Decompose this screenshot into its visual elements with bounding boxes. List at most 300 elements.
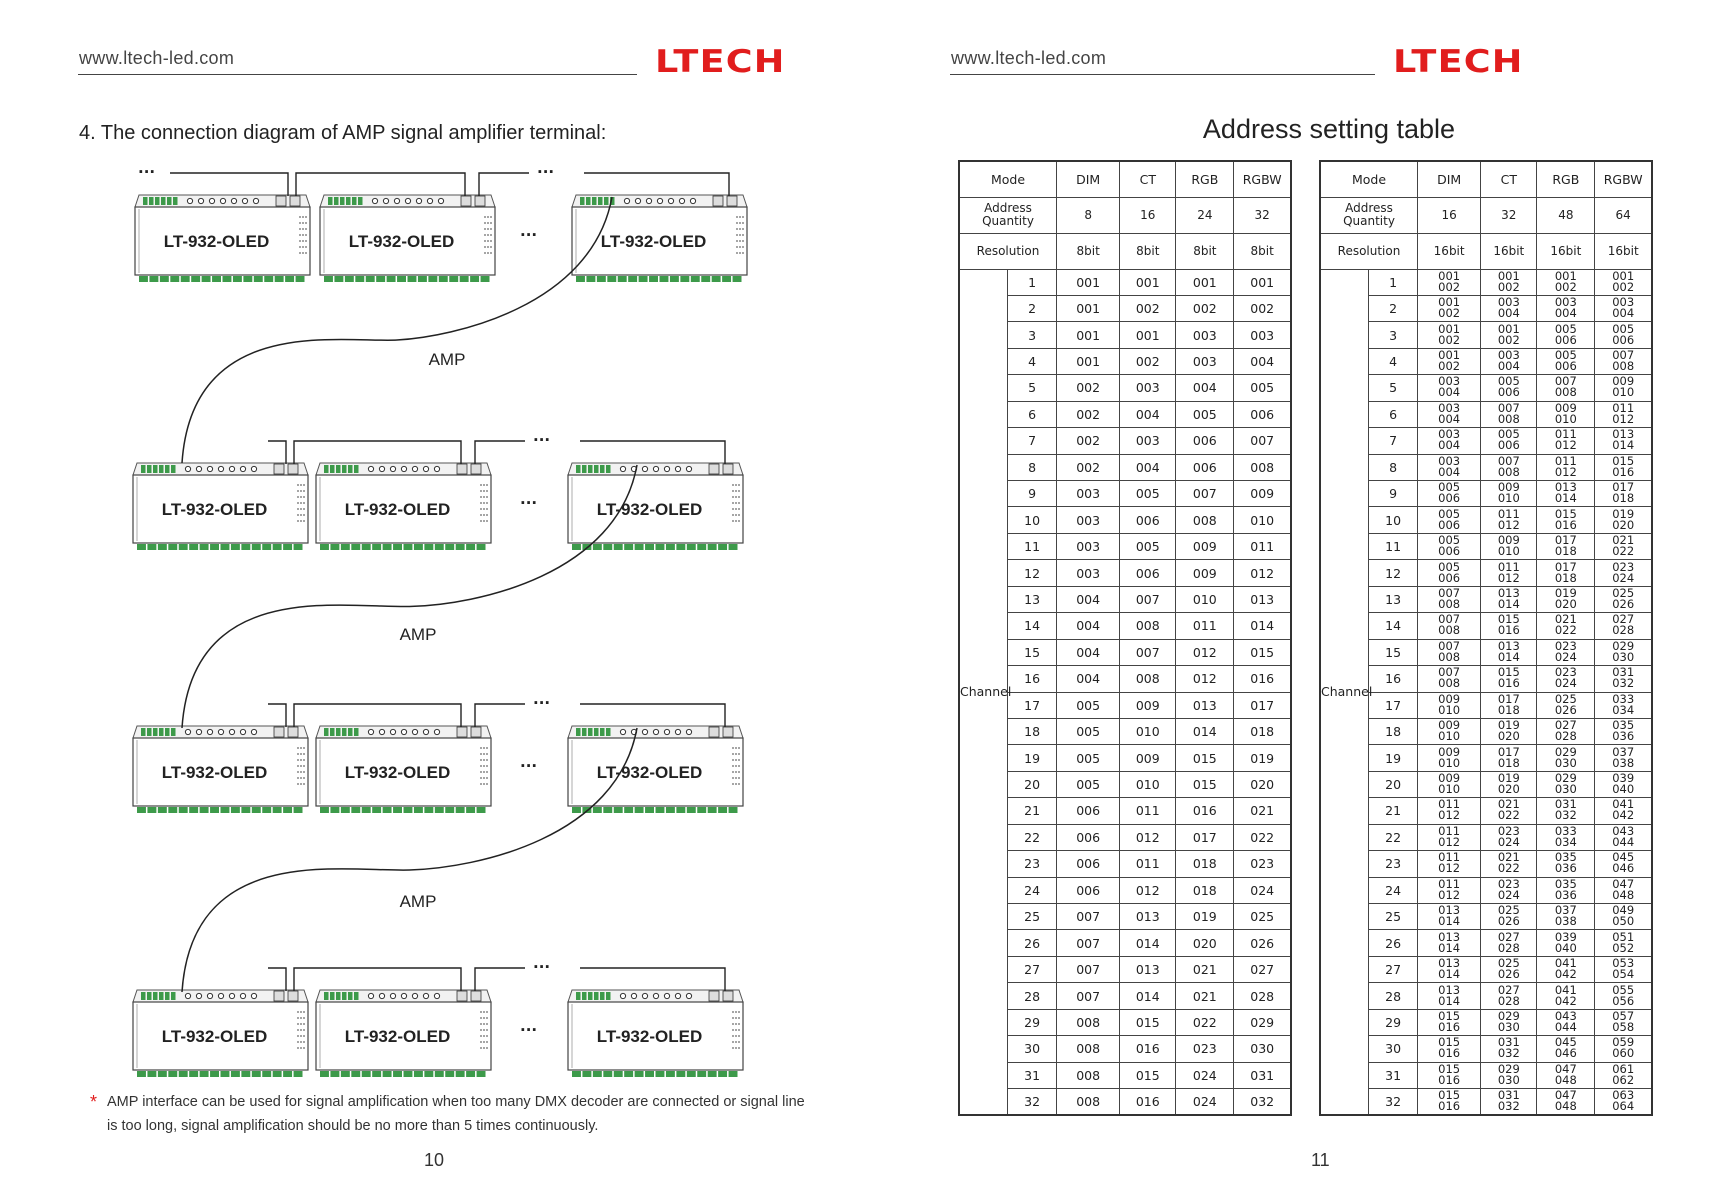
address-pair (1612, 876, 1635, 902)
address-cell: 003 (1234, 322, 1291, 348)
address-pair (1497, 400, 1520, 426)
address-value: 014 (1438, 940, 1461, 955)
address-cell (1418, 718, 1481, 744)
address-cell (1595, 904, 1652, 930)
address-value: 016 (1438, 1046, 1461, 1061)
address-value: 001 (1438, 268, 1461, 283)
address-pair (1438, 823, 1461, 849)
address-value: 006 (1554, 332, 1577, 347)
address-pair (1438, 585, 1461, 611)
mode-rgb: RGB (1537, 161, 1595, 197)
address-value: 015 (1438, 1008, 1461, 1023)
address-value: 051 (1612, 929, 1635, 944)
address-value: 007 (1438, 612, 1461, 627)
address-quantity-header (1320, 197, 1418, 233)
channel-number: 24 (1369, 877, 1418, 903)
address-cell: 006 (1120, 560, 1176, 586)
address-value: 026 (1497, 914, 1520, 929)
address-value: 011 (1438, 876, 1461, 891)
address-quantity-value: 32 (1234, 197, 1291, 233)
address-cell: 006 (1057, 877, 1120, 903)
address-cell (1537, 771, 1595, 797)
address-value: 011 (1554, 453, 1577, 468)
address-cell (1481, 824, 1537, 850)
address-value: 030 (1612, 649, 1635, 664)
address-cell (1595, 560, 1652, 586)
address-pair (1497, 506, 1520, 532)
address-value: 006 (1438, 544, 1461, 559)
address-value: 008 (1612, 359, 1635, 374)
table-row (959, 851, 1291, 877)
address-value: 001 (1612, 268, 1635, 283)
address-cell: 012 (1176, 666, 1234, 692)
table-row (1320, 586, 1652, 612)
address-value: 011 (1612, 400, 1635, 415)
address-pair (1555, 958, 1577, 980)
channel-label: Channel (1320, 269, 1369, 1115)
address-cell (1481, 533, 1537, 559)
address-table-16bit (1319, 160, 1653, 1116)
address-value: 044 (1554, 1019, 1577, 1034)
site-url[interactable]: www.ltech-led.com (951, 48, 1107, 68)
ellipsis: ··· (520, 226, 538, 244)
channel-number: 27 (1369, 956, 1418, 982)
address-value: 016 (1438, 1072, 1461, 1087)
address-value: 020 (1612, 517, 1635, 532)
right-page (866, 0, 1732, 1189)
address-cell (1418, 745, 1481, 771)
address-value: 012 (1554, 464, 1577, 479)
address-value: 019 (1497, 718, 1520, 733)
address-value: 034 (1612, 702, 1635, 717)
address-pair (1438, 453, 1461, 479)
address-value: 010 (1438, 755, 1461, 770)
channel-number: 20 (1369, 771, 1418, 797)
address-cell: 007 (1057, 956, 1120, 982)
address-pair (1498, 852, 1520, 874)
channel-number: 9 (1369, 481, 1418, 507)
table-row (1320, 454, 1652, 480)
amp-label: AMP (428, 350, 466, 369)
address-pair (1438, 929, 1461, 955)
mode-rgb: RGB (1176, 161, 1234, 197)
address-cell (1481, 481, 1537, 507)
address-cell (1481, 613, 1537, 639)
channel-number: 12 (1008, 560, 1057, 586)
address-value: 035 (1612, 718, 1635, 733)
address-pair (1554, 506, 1577, 532)
section-title: 4. The connection diagram of AMP signal amplifier terminal: (79, 122, 607, 144)
channel-number: 22 (1369, 824, 1418, 850)
address-quantity-value: 16 (1418, 197, 1481, 233)
ltech-logo: LTECH (655, 44, 786, 80)
channel-number: 31 (1008, 1062, 1057, 1088)
table-row (959, 1062, 1291, 1088)
address-value: 037 (1554, 903, 1577, 918)
address-value: 039 (1554, 929, 1577, 944)
address-pair (1612, 852, 1634, 874)
address-cell (1595, 666, 1652, 692)
table-row (959, 798, 1291, 824)
address-cell: 001 (1176, 269, 1234, 295)
address-pair (1612, 482, 1634, 504)
address-cell: 016 (1120, 1036, 1176, 1062)
address-value: 017 (1497, 691, 1520, 706)
address-value: 049 (1612, 903, 1635, 918)
address-pair (1612, 720, 1634, 742)
channel-number: 28 (1369, 983, 1418, 1009)
mode-row (959, 161, 1291, 197)
address-value: 028 (1612, 623, 1635, 638)
address-pair (1438, 1061, 1461, 1087)
address-cell: 024 (1176, 1089, 1234, 1115)
address-cell: 002 (1057, 375, 1120, 401)
address-value: 043 (1554, 1008, 1577, 1023)
table-row (959, 613, 1291, 639)
table-row (959, 560, 1291, 586)
address-cell: 004 (1120, 401, 1176, 427)
address-cell: 025 (1234, 904, 1291, 930)
address-value: 022 (1554, 623, 1577, 638)
channel-number: 29 (1008, 1009, 1057, 1035)
address-value: 005 (1554, 321, 1577, 336)
address-value: 022 (1497, 808, 1520, 823)
address-cell: 006 (1120, 507, 1176, 533)
address-value: 018 (1497, 702, 1520, 717)
resolution-row (1320, 233, 1652, 269)
address-value: 030 (1554, 755, 1577, 770)
device-label: LT-932-OLED (161, 500, 268, 519)
table-row (1320, 877, 1652, 903)
address-value: 003 (1612, 295, 1635, 310)
address-cell (1481, 428, 1537, 454)
resolution-header: Resolution (1320, 233, 1418, 269)
address-value: 011 (1497, 559, 1520, 574)
channel-number: 18 (1369, 718, 1418, 744)
address-pair (1438, 268, 1461, 294)
address-pair (1498, 535, 1520, 557)
address-pair (1438, 773, 1460, 795)
address-pair (1554, 823, 1577, 849)
channel-number: 20 (1008, 771, 1057, 797)
address-cell: 015 (1176, 771, 1234, 797)
address-value: 041 (1612, 797, 1635, 812)
address-cell (1537, 533, 1595, 559)
address-value: 045 (1554, 1035, 1577, 1050)
address-cell: 014 (1120, 983, 1176, 1009)
address-cell: 004 (1120, 454, 1176, 480)
address-pair (1612, 1090, 1634, 1112)
device-label: LT-932-OLED (344, 763, 451, 782)
address-value: 054 (1612, 967, 1635, 982)
address-value: 006 (1438, 517, 1461, 532)
address-cell: 004 (1234, 348, 1291, 374)
address-cell: 017 (1176, 824, 1234, 850)
address-value: 048 (1612, 887, 1635, 902)
address-value: 018 (1554, 570, 1577, 585)
address-value: 008 (1438, 623, 1461, 638)
address-value: 015 (1497, 665, 1520, 680)
mode-row (1320, 161, 1652, 197)
address-quantity-value: 48 (1537, 197, 1595, 233)
address-cell: 005 (1057, 745, 1120, 771)
table-row (959, 877, 1291, 903)
address-pair (1497, 638, 1520, 664)
address-cell (1537, 454, 1595, 480)
address-value: 015 (1438, 1061, 1461, 1076)
channel-number: 5 (1369, 375, 1418, 401)
address-cell: 004 (1057, 666, 1120, 692)
table-row (1320, 613, 1652, 639)
address-value: 013 (1497, 585, 1520, 600)
address-cell: 004 (1176, 375, 1234, 401)
lt-932-oled-device (568, 463, 743, 550)
address-cell: 003 (1176, 348, 1234, 374)
address-cell (1595, 851, 1652, 877)
address-value: 012 (1438, 834, 1461, 849)
address-quantity-value: 32 (1481, 197, 1537, 233)
address-cell: 006 (1234, 401, 1291, 427)
address-cell: 012 (1234, 560, 1291, 586)
address-value: 008 (1554, 385, 1577, 400)
channel-number: 17 (1008, 692, 1057, 718)
address-value: 005 (1554, 348, 1577, 363)
address-value: 004 (1612, 306, 1635, 321)
address-cell (1481, 1089, 1537, 1115)
address-cell: 009 (1120, 745, 1176, 771)
address-cell (1595, 639, 1652, 665)
address-pair (1612, 744, 1635, 770)
channel-number: 15 (1008, 639, 1057, 665)
address-cell (1595, 322, 1652, 348)
address-cell (1481, 930, 1537, 956)
address-cell: 005 (1057, 771, 1120, 797)
address-cell (1595, 586, 1652, 612)
page-number: 10 (424, 1150, 445, 1170)
address-cell: 009 (1234, 481, 1291, 507)
channel-number: 30 (1008, 1036, 1057, 1062)
mode-ct: CT (1120, 161, 1176, 197)
address-value: 011 (1438, 823, 1461, 838)
table-row (1320, 560, 1652, 586)
address-pair (1554, 453, 1577, 479)
device-label: LT-932-OLED (600, 232, 707, 251)
device-label: LT-932-OLED (344, 500, 451, 519)
address-cell: 007 (1120, 586, 1176, 612)
address-cell: 011 (1120, 798, 1176, 824)
channel-number: 16 (1008, 666, 1057, 692)
address-value: 014 (1497, 596, 1520, 611)
ellipsis: ··· (533, 694, 551, 712)
address-cell: 018 (1176, 851, 1234, 877)
address-cell: 011 (1176, 613, 1234, 639)
address-cell (1481, 745, 1537, 771)
address-cell: 029 (1234, 1009, 1291, 1035)
address-cell: 011 (1120, 851, 1176, 877)
address-value: 016 (1497, 676, 1520, 691)
address-value: 014 (1438, 967, 1461, 982)
address-value: 016 (1438, 1019, 1461, 1034)
table-row (1320, 851, 1652, 877)
address-cell: 003 (1057, 533, 1120, 559)
address-pair (1438, 691, 1461, 717)
address-pair (1554, 585, 1577, 611)
address-pair (1612, 321, 1635, 347)
address-value: 018 (1612, 491, 1635, 506)
address-value: 055 (1612, 982, 1635, 997)
address-cell: 001 (1234, 269, 1291, 295)
address-pair (1438, 905, 1460, 927)
address-value: 047 (1612, 876, 1635, 891)
address-value: 010 (1438, 702, 1461, 717)
address-cell: 014 (1120, 930, 1176, 956)
address-value: 002 (1554, 279, 1577, 294)
address-value: 005 (1438, 559, 1461, 574)
resolution-value: 8bit (1234, 233, 1291, 269)
address-cell: 021 (1234, 798, 1291, 824)
address-value: 014 (1438, 993, 1461, 1008)
resolution-value: 8bit (1120, 233, 1176, 269)
address-value: 007 (1438, 638, 1461, 653)
address-value: 028 (1497, 940, 1520, 955)
address-quantity-label-line: Address (984, 201, 1032, 215)
address-cell (1481, 269, 1537, 295)
lt-932-oled-device (133, 726, 308, 813)
address-pair (1438, 1037, 1460, 1059)
dmx-chain (268, 704, 725, 727)
address-cell (1595, 824, 1652, 850)
channel-number: 9 (1008, 481, 1057, 507)
address-cell (1595, 930, 1652, 956)
address-cell (1595, 983, 1652, 1009)
address-value: 027 (1497, 982, 1520, 997)
address-cell (1481, 586, 1537, 612)
address-value: 008 (1497, 464, 1520, 479)
address-cell: 016 (1120, 1089, 1176, 1115)
address-cell (1537, 348, 1595, 374)
site-url[interactable]: www.ltech-led.com (79, 48, 235, 68)
address-value: 008 (1438, 649, 1461, 664)
channel-number: 25 (1008, 904, 1057, 930)
address-cell (1418, 428, 1481, 454)
address-value: 023 (1497, 823, 1520, 838)
table-row (959, 428, 1291, 454)
address-value: 043 (1612, 823, 1635, 838)
address-pair (1438, 1008, 1461, 1034)
address-cell (1418, 771, 1481, 797)
table-row (959, 481, 1291, 507)
address-pair (1498, 482, 1520, 504)
address-pair (1555, 667, 1577, 689)
address-cell: 028 (1234, 983, 1291, 1009)
address-cell (1595, 507, 1652, 533)
address-value: 001 (1438, 295, 1461, 310)
address-pair (1555, 1090, 1577, 1112)
address-pair (1555, 905, 1577, 927)
ellipsis: ··· (520, 1021, 538, 1039)
resolution-header: Resolution (959, 233, 1057, 269)
address-value: 048 (1554, 1099, 1577, 1114)
address-pair (1438, 852, 1460, 874)
address-cell: 023 (1176, 1036, 1234, 1062)
address-cell: 019 (1176, 904, 1234, 930)
address-cell: 003 (1120, 428, 1176, 454)
channel-number: 23 (1008, 851, 1057, 877)
address-pair (1497, 982, 1520, 1008)
address-value: 032 (1612, 676, 1635, 691)
table-row (1320, 375, 1652, 401)
address-pair (1612, 506, 1635, 532)
table-row (959, 771, 1291, 797)
address-pair (1554, 691, 1577, 717)
address-cell: 016 (1176, 798, 1234, 824)
table-row (959, 983, 1291, 1009)
address-value: 009 (1438, 744, 1461, 759)
address-pair (1498, 799, 1520, 821)
channel-number: 13 (1008, 586, 1057, 612)
resolution-value: 16bit (1481, 233, 1537, 269)
address-pair (1438, 400, 1461, 426)
address-value: 038 (1612, 755, 1635, 770)
address-cell (1537, 613, 1595, 639)
address-value: 019 (1497, 771, 1520, 786)
address-pair (1498, 667, 1520, 689)
address-cell (1595, 428, 1652, 454)
table-row (959, 745, 1291, 771)
address-pair (1555, 773, 1577, 795)
table-row (1320, 1089, 1652, 1115)
channel-number: 23 (1369, 851, 1418, 877)
address-cell: 031 (1234, 1062, 1291, 1088)
address-value: 020 (1554, 596, 1577, 611)
address-value: 032 (1497, 1099, 1520, 1114)
address-pair (1612, 614, 1634, 636)
channel-number: 4 (1369, 348, 1418, 374)
address-cell (1595, 798, 1652, 824)
channel-number: 27 (1008, 956, 1057, 982)
address-value: 063 (1612, 1088, 1635, 1103)
address-pair (1555, 799, 1577, 821)
device-label: LT-932-OLED (596, 1027, 703, 1046)
address-cell: 030 (1234, 1036, 1291, 1062)
address-pair (1498, 905, 1520, 927)
address-value: 002 (1438, 359, 1461, 374)
address-cell (1481, 798, 1537, 824)
table-row (959, 904, 1291, 930)
address-pair (1497, 823, 1520, 849)
address-value: 053 (1612, 956, 1635, 971)
address-value: 001 (1554, 268, 1577, 283)
address-cell (1537, 586, 1595, 612)
address-cell (1418, 983, 1481, 1009)
address-quantity-value: 16 (1120, 197, 1176, 233)
address-cell (1537, 481, 1595, 507)
address-value: 034 (1554, 834, 1577, 849)
dmx-chain (268, 441, 725, 464)
address-cell (1418, 639, 1481, 665)
address-pair (1555, 1037, 1577, 1059)
channel-number: 1 (1369, 269, 1418, 295)
resolution-value: 16bit (1595, 233, 1652, 269)
address-cell: 001 (1057, 348, 1120, 374)
address-cell (1537, 401, 1595, 427)
address-cell: 012 (1120, 877, 1176, 903)
address-value: 017 (1497, 744, 1520, 759)
address-pair (1498, 773, 1520, 795)
resolution-value: 8bit (1176, 233, 1234, 269)
address-cell: 005 (1176, 401, 1234, 427)
lt-932-oled-device (316, 990, 491, 1077)
